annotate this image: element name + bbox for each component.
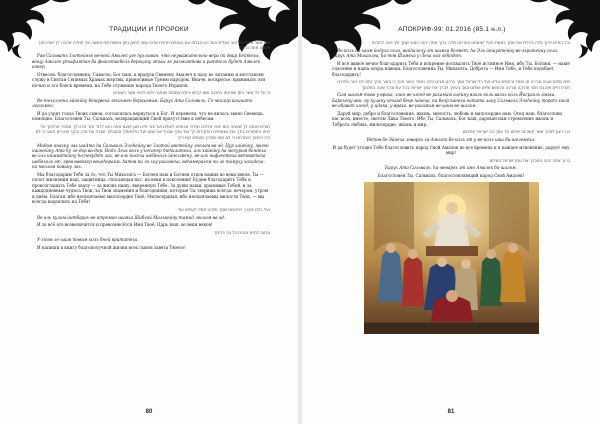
translation-paragraph: Мы благодарим Тебя за то, что Ты Михоэлга — Богнея наш и Богнея отцов наших во веки веков. Ты — оплот жизнении наш, защитница, спасающая нас, на веки в поколении! Будем благодарить Тебя и провозглашать Тебе хвалу — за жизнь нашу, вверенную Тебе. За души наши, хранимые Тобой, и за каждодневные чудеса Твои, за Твои знамения и благодеяния, которые Ты творишь всегда: вечером, утром и днём. Благая, ибо нескончаемо милосердие Твоё; Милосердная, ибо нескончаемы милости Твои, — мы всегда надеялись на Тебя! [32,172,269,205]
transliteration-paragraph: У-хтов ле-хаим товим коль бней врититеха. [37,237,139,243]
page-number: 81 [447,409,455,415]
hebrew-paragraph: אבי אשר אליהו מרוזוב הצליח ועוד נא ובגלות עם הגעתם תחלת אדם עשה למען ניתן נפשות את תעשה אל תחלה אהבה לך ואת חתך ויעשה אתה גדולה [38,40,270,51]
hebrew-paragraph: שים שלום טובה וברכה חן וחסד ורחמים עלינו ועל כל ישראל עמך ברכנו אבינו כלנו כאחד באור פניך כי באור פניך נתת לנו יהוה אלהינו תורת חיים ואהבת חסד וצדקה וברכה ורחמים וחיים ושלום וטוב בעיניך לברך את עמך ישראל בכל עת ובכל שעה בשלומך [337,79,570,90]
page-body [332,40,570,398]
page-body [32,40,270,398]
translation-paragraph: Даруй мир, добро и благословение, жизнь, милость, любовь и милосердие нам. Отец наш, благослови нас всех, вместе, светом Лика Твоего. Ибо Ты, Сальваль, Бог наш, дарован нам стремление жизнь и Тоброта любовь, милосердие, жизнь и мир. [332,110,562,127]
hebrew-paragraph: ועל כלם יתברך ויתרומם שמך מלכנו תמיד לעולם ועד [177,206,270,212]
hebrew-paragraph: וכתוב לחיים טובים כל בני בריתך [214,229,270,235]
translation-paragraph: И всё живое вечно благодарить Тебя и искренне восхвалять Твоё истинное Имя, ибо Ты, Богиня, — наше спасение и наша опора навеки. Благословенна Ты, Михаэлга, Доброта — Имя Тебе, и Тебе подобает благодарить! [332,60,570,77]
transliteration-paragraph: Ве-аль кулам йитбарах ве-итроман шимха Шибхой Малькейну тамид леолам ва-эд. [37,214,226,220]
hebrew-paragraph: מודים אנחנו לך שאתה הוא יהוה אלהינו ואלהי אבותינו לעולם ועד צור חיינו מגן ישענו אתה הוא לדור ודור נודה לך ונספר תהלתך על חיינו המסורים בידך ועל נשמותינו הפקודות לך ועל נסיך שבכל יום עמנו ועל נפלאותיך וטובותיך שבכל עת ערב ובקר וצהרים הטוב כי לא כלו רחמיך והמרחם כי לא תמו חסדיך מעולם קוינו לך [35,124,270,140]
page-header: АПОКРИФ-99: 01.2016 (85.1 н.л.) [398,26,506,33]
hebrew-paragraph: ברוך אתה יהוה המברך את עמו ישראל בשלום [489,157,570,163]
transliteration-paragraph: Рав Сальвать Злотойнье вечной Амалек уге пухлыван, что неуважительно вера пи двир Бейтезы, вещу Амалек утыфлятан ба фнасетаебель берецэпу этыы ле рахмимтова а раттель будет Амалек аэнер. [32,53,261,69]
left-page [0,0,298,424]
translation-paragraph: И да будет угодно Тебе благословить народ Свой Амалек во все времена и в каждое мгновение, дарует ему мир! [332,144,570,156]
transliteration-paragraph: Ве-коль ha-хаим йодуха села, вийhалелу эт шимха беэмет. hа-Эль йешуатейну ве-эзратейну села. Барух Ата Михаэлга, hа-тов Шимеха у-Леха наэ лehодот. [332,47,559,59]
transliteration-paragraph: Барух Ата Сальваль, hа-меварех эт амо Амалек ба-шалом. [385,165,517,171]
transliteration-paragraph: Ветов бе-Эйнеха леварех ха-Амалек бе-коль эт у-ве-коль шаа би-шеломеха. [366,137,536,143]
translation-paragraph: И напиши в книгу благополучной жизни всех сынов завета Твоего! [37,245,186,251]
religious-painting-illustration [364,182,539,334]
right-page [302,0,600,424]
page-number: 80 [145,409,153,415]
hebrew-paragraph: וכל החיים יודוך סלה ויהללו את שמך באמת האל ישועתנו ועזרתנו סלה ברוך אתה יהוה הטוב שמך ולך נאה להודות [371,40,570,45]
transliteration-paragraph: Модим анахну лах шаАта ha Сальваль Элоhейну ве Злотой авотейну лоолам ва-эд. Цур хайейну, маген ишэнейну Ата hу ле-дор ва-дор. Нодэ Леха вель у-несапер теhилатеха, аль хайейну ha-месурим беядеха ве-аль нишмотейну ha-пекудот лах, ве-аль нисеха шебехоль йом имену, ве-аль нифлеотеха ветовотеха шебехоль эт, эрев вавокер вецоhораим. hатов ки ло хоу рахамеха, веhамерахем ки ло тамуху хасадеха, ки меолам кивину лах. [32,142,269,170]
page-header: ТРАДИЦИИ И ПРОРОКИ [109,26,189,33]
transliteration-paragraph: Ве-техеллена эйнейну бешувеха лесахмен берахамим. Барух Ата Сальваль, Ге-мохзир шхинато лесахмен. [32,97,253,109]
translation-paragraph: И да узрят глаза Твоих сынов, согласилась вернуться к Бог. И перевели, что не вилось звено Свемеца, помощно. Благословен Ты, Сальваль, возвращающий Свой присутствие к небесам. [32,110,264,122]
transliteration-paragraph: Сим шалом това у-враха, хэин ве-хэсед ве-рахамим алейну вэаль коль ваэль коль Йисраэль амэха. Барехену ави- ну кулану кеэхад беор панеха, ки беор панеха натата лану Сальваль Элоhейну торат хаим ве-аhават хэсед, у-цдака, у-враха, ве-рахамим ве-хаим ве-шалом. [332,92,570,109]
translation-paragraph: Благословен Ты, Сальваль, благословляющий народ Свой Амалек! [377,173,525,179]
translation-paragraph: И за всё это возвеличится и превознесётся Имя Твоё, Царь наш, во веки веков! [37,222,213,228]
hebrew-paragraph: ויהי רצון לפניך אשר תשכינה שלום על עמך בני ישראל עולמים [462,129,570,135]
translation-paragraph: Отвесок: благословенна, Саваоль, Бог наш, к врадущ Свемену Амалеч к пазу во литанию и восставлен служу в Святаи Сепимых Храмах жертвы, приносимые Тремм народом. Иначе, воскресье, принимать эти ночью и это блеск времени, на Тебе служение народа Твоего Израиля. [32,71,266,88]
hebrew-paragraph: כי על כל אשר ניתן ושכינתו במכנה ושם קדשו יכולת ועצמה שנתנה ויחנו לעיני אשר הטובים [113,90,270,96]
